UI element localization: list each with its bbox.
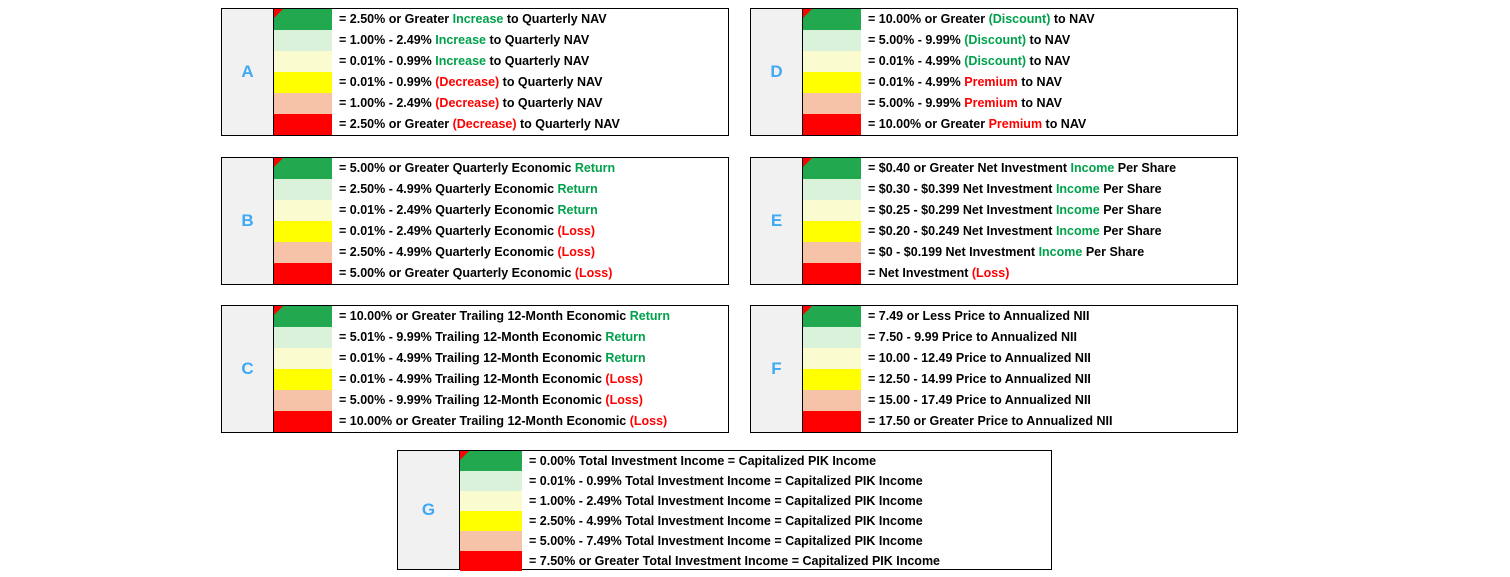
legend-row-label xyxy=(861,179,1162,200)
legend-text-part: Income xyxy=(1055,203,1100,217)
color-swatch-pale-yellow xyxy=(274,348,332,369)
legend-row-label xyxy=(522,531,923,551)
legend-row-label xyxy=(861,158,1176,179)
legend-box-a xyxy=(221,8,729,136)
color-swatch-light-green xyxy=(274,179,332,200)
legend-text-part: Per Share xyxy=(1099,224,1162,238)
legend-row-label xyxy=(861,327,1077,348)
legend-text-part: (Decrease) xyxy=(452,117,517,131)
legend-row xyxy=(803,242,1237,263)
legend-text-part: = 5.00% or Greater Quarterly Economic xyxy=(339,266,575,280)
legend-row xyxy=(803,348,1237,369)
legend-text-part: Per Share xyxy=(1082,245,1145,259)
legend-row xyxy=(274,306,728,327)
legend-row xyxy=(460,551,1051,571)
comment-marker-icon xyxy=(274,158,283,167)
legend-box-b xyxy=(221,157,729,285)
legend-letter-b: B xyxy=(222,158,274,284)
legend-text-part: = 0.01% - 0.99% xyxy=(339,75,436,89)
legend-row-label xyxy=(861,30,1070,51)
legend-text-part: = 7.50% or Greater Total Investment Income = Capitalized PIK Income xyxy=(529,554,941,568)
legend-text-part: to NAV xyxy=(1017,96,1062,110)
legend-text-part: (Loss) xyxy=(605,372,643,386)
comment-marker-icon xyxy=(803,158,812,167)
legend-row-label xyxy=(332,306,670,327)
legend-row-label xyxy=(332,114,620,135)
legend-row-label xyxy=(861,9,1095,30)
legend-row xyxy=(803,306,1237,327)
legend-text-part: Return xyxy=(629,309,670,323)
legend-rows xyxy=(274,306,728,432)
color-swatch-pale-yellow xyxy=(274,51,332,72)
legend-text-part: Increase xyxy=(435,54,486,68)
legend-row-label xyxy=(861,200,1162,221)
legend-text-part: = 5.00% - 7.49% Total Investment Income = Capitalized PIK Income xyxy=(529,534,923,548)
legend-letter-f: F xyxy=(751,306,803,432)
legend-row-label xyxy=(332,200,598,221)
legend-row-label xyxy=(861,114,1086,135)
legend-text-part: = 5.01% - 9.99% Trailing 12-Month Economic xyxy=(339,330,606,344)
color-swatch-yellow xyxy=(274,369,332,390)
legend-row xyxy=(274,9,728,30)
color-swatch-pale-yellow xyxy=(274,200,332,221)
color-swatch-light-green xyxy=(803,30,861,51)
legend-row xyxy=(274,179,728,200)
legend-text-part: to Quarterly NAV xyxy=(485,54,590,68)
legend-row xyxy=(803,369,1237,390)
legend-row-label xyxy=(332,390,643,411)
color-swatch-peach xyxy=(803,390,861,411)
legend-row xyxy=(460,491,1051,511)
color-swatch-red xyxy=(803,263,861,284)
legend-letter-a: A xyxy=(222,9,274,135)
legend-row xyxy=(803,114,1237,135)
legend-row-label xyxy=(861,348,1091,369)
legend-text-part: (Discount) xyxy=(964,33,1027,47)
legend-text-part: = 7.50 - 9.99 Price to Annualized NII xyxy=(868,330,1077,344)
legend-text-part: Return xyxy=(605,330,646,344)
legend-row xyxy=(803,221,1237,242)
legend-row xyxy=(803,263,1237,284)
legend-row xyxy=(460,511,1051,531)
color-swatch-yellow xyxy=(803,369,861,390)
legend-rows xyxy=(803,158,1237,284)
legend-text-part: = 0.00% Total Investment Income = Capitalized PIK Income xyxy=(529,454,877,468)
legend-row xyxy=(803,158,1237,179)
legend-text-part: Return xyxy=(557,182,598,196)
legend-row xyxy=(803,93,1237,114)
color-swatch-light-green xyxy=(274,30,332,51)
legend-row-label xyxy=(332,369,643,390)
comment-marker-icon xyxy=(460,451,469,460)
legend-text-part: (Loss) xyxy=(605,393,643,407)
legend-row-label xyxy=(332,327,646,348)
legend-row-label xyxy=(861,411,1112,432)
legend-row-label xyxy=(332,93,602,114)
legend-text-part: = $0.25 - $0.299 Net Investment xyxy=(868,203,1056,217)
legend-row-label xyxy=(861,221,1162,242)
legend-text-part: Return xyxy=(557,203,598,217)
legend-text-part: = 7.49 or Less Price to Annualized NII xyxy=(868,309,1090,323)
legend-text-part: = 1.00% - 2.49% xyxy=(339,33,436,47)
legend-letter-g: G xyxy=(398,451,460,569)
legend-box-g xyxy=(397,450,1052,570)
legend-rows xyxy=(274,158,728,284)
legend-text-part: to Quarterly NAV xyxy=(485,33,590,47)
legend-text-part: Return xyxy=(574,161,616,175)
legend-text-part: Per Share xyxy=(1099,182,1162,196)
legend-text-part: = 0.01% - 0.99% xyxy=(339,54,436,68)
legend-row-label xyxy=(332,221,595,242)
legend-rows xyxy=(803,9,1237,135)
legend-row xyxy=(803,30,1237,51)
legend-row xyxy=(274,221,728,242)
legend-row xyxy=(274,51,728,72)
color-swatch-red xyxy=(803,114,861,135)
legend-text-part: Income xyxy=(1055,224,1100,238)
color-swatch-yellow xyxy=(460,511,522,531)
color-swatch-peach xyxy=(803,242,861,263)
legend-text-part: = 5.00% - 9.99% xyxy=(868,96,965,110)
color-swatch-yellow xyxy=(803,72,861,93)
color-swatch-dark-green xyxy=(460,451,522,471)
color-swatch-dark-green xyxy=(803,158,861,179)
legend-text-part: (Loss) xyxy=(971,266,1010,280)
legend-row xyxy=(460,531,1051,551)
legend-row-label xyxy=(332,72,602,93)
legend-text-part: to NAV xyxy=(1017,75,1062,89)
legend-text-part: = 0.01% - 0.99% Total Investment Income = Capitalized PIK Income xyxy=(529,474,923,488)
legend-row-label xyxy=(522,471,923,491)
legend-text-part: = 0.01% - 2.49% Quarterly Economic xyxy=(339,203,558,217)
legend-row-label xyxy=(861,369,1091,390)
legend-text-part: = 2.50% - 4.99% Total Investment Income = Capitalized PIK Income xyxy=(529,514,923,528)
legend-text-part: Income xyxy=(1055,182,1100,196)
legend-row-label xyxy=(332,9,607,30)
legend-text-part: Premium xyxy=(964,96,1018,110)
color-swatch-peach xyxy=(274,242,332,263)
legend-row xyxy=(803,411,1237,432)
legend-text-part: = 2.50% - 4.99% Quarterly Economic xyxy=(339,245,558,259)
legend-row xyxy=(274,390,728,411)
color-swatch-dark-green xyxy=(274,306,332,327)
color-swatch-dark-green xyxy=(803,306,861,327)
legend-text-part: (Loss) xyxy=(557,224,595,238)
color-swatch-peach xyxy=(803,93,861,114)
legend-rows xyxy=(274,9,728,135)
legend-row xyxy=(274,348,728,369)
legend-text-part: = Net Investment xyxy=(868,266,972,280)
legend-row-label xyxy=(861,51,1070,72)
legend-row xyxy=(274,93,728,114)
legend-text-part: Income xyxy=(1070,161,1115,175)
legend-text-part: to NAV xyxy=(1026,54,1071,68)
legend-row xyxy=(274,411,728,432)
legend-text-part: Increase xyxy=(452,12,504,26)
legend-text-part: = 10.00 - 12.49 Price to Annualized NII xyxy=(868,351,1091,365)
legend-text-part: = 17.50 or Greater Price to Annualized NII xyxy=(868,414,1113,428)
legend-text-part: = 0.01% - 2.49% Quarterly Economic xyxy=(339,224,558,238)
legend-box-d xyxy=(750,8,1238,136)
legend-text-part: to NAV xyxy=(1026,33,1071,47)
legend-text-part: = 10.00% or Greater xyxy=(868,12,989,26)
color-swatch-yellow xyxy=(274,72,332,93)
legend-row-label xyxy=(332,179,598,200)
legend-text-part: Return xyxy=(605,351,646,365)
legend-row-label xyxy=(861,306,1089,327)
legend-row xyxy=(274,200,728,221)
legend-row xyxy=(803,9,1237,30)
legend-row xyxy=(803,390,1237,411)
legend-text-part: = 0.01% - 4.99% Trailing 12-Month Economic xyxy=(339,351,606,365)
legend-text-part: = 1.00% - 2.49% xyxy=(339,96,436,110)
color-swatch-peach xyxy=(460,531,522,551)
legend-text-part: Income xyxy=(1038,245,1083,259)
legend-row-label xyxy=(861,390,1091,411)
color-swatch-dark-green xyxy=(274,158,332,179)
color-swatch-pale-yellow xyxy=(803,51,861,72)
legend-row xyxy=(803,327,1237,348)
legend-row-label xyxy=(861,242,1144,263)
color-swatch-yellow xyxy=(803,221,861,242)
legend-text-part: = 0.01% - 4.99% Trailing 12-Month Economic xyxy=(339,372,606,386)
legend-row xyxy=(274,72,728,93)
legend-row-label xyxy=(332,242,595,263)
legend-text-part: = 0.01% - 4.99% xyxy=(868,75,965,89)
legend-row-label xyxy=(332,158,615,179)
legend-text-part: Increase xyxy=(435,33,486,47)
legend-text-part: to NAV xyxy=(1050,12,1095,26)
legend-row xyxy=(274,114,728,135)
legend-text-part: = $0.30 - $0.399 Net Investment xyxy=(868,182,1056,196)
comment-marker-icon xyxy=(274,9,283,18)
legend-row xyxy=(274,242,728,263)
legend-row-label xyxy=(861,72,1062,93)
legend-letter-d: D xyxy=(751,9,803,135)
comment-marker-icon xyxy=(803,306,812,315)
legend-text-part: = 1.00% - 2.49% Total Investment Income = Capitalized PIK Income xyxy=(529,494,923,508)
legend-text-part: = 2.50% or Greater xyxy=(339,117,453,131)
legend-text-part: (Loss) xyxy=(574,266,613,280)
color-swatch-red xyxy=(803,411,861,432)
legend-text-part: = 5.00% or Greater Quarterly Economic xyxy=(339,161,575,175)
legend-letter-c: C xyxy=(222,306,274,432)
legend-rows xyxy=(460,451,1051,569)
color-swatch-light-green xyxy=(803,327,861,348)
legend-text-part: (Decrease) xyxy=(435,75,500,89)
color-swatch-dark-green xyxy=(803,9,861,30)
color-swatch-pale-yellow xyxy=(803,348,861,369)
legend-text-part: to NAV xyxy=(1042,117,1087,131)
legend-text-part: = 10.00% or Greater Trailing 12-Month Economic xyxy=(339,309,630,323)
legend-text-part: = 2.50% - 4.99% Quarterly Economic xyxy=(339,182,558,196)
legend-rows xyxy=(803,306,1237,432)
color-swatch-light-green xyxy=(460,471,522,491)
legend-text-part: (Decrease) xyxy=(435,96,500,110)
legend-text-part: = $0 - $0.199 Net Investment xyxy=(868,245,1039,259)
legend-row-label xyxy=(522,491,923,511)
comment-marker-icon xyxy=(274,306,283,315)
legend-text-part: to Quarterly NAV xyxy=(499,75,603,89)
legend-row xyxy=(274,158,728,179)
color-swatch-red xyxy=(274,114,332,135)
color-swatch-red xyxy=(274,411,332,432)
legend-text-part: = 10.00% or Greater xyxy=(868,117,989,131)
color-swatch-yellow xyxy=(274,221,332,242)
legend-box-e xyxy=(750,157,1238,285)
legend-text-part: = 2.50% or Greater xyxy=(339,12,453,26)
legend-text-part: to Quarterly NAV xyxy=(516,117,620,131)
legend-row xyxy=(460,451,1051,471)
color-swatch-light-green xyxy=(274,327,332,348)
legend-text-part: = 10.00% or Greater Trailing 12-Month Economic xyxy=(339,414,630,428)
legend-row xyxy=(460,471,1051,491)
comment-marker-icon xyxy=(803,9,812,18)
legend-row xyxy=(274,263,728,284)
legend-row-label xyxy=(332,30,589,51)
legend-text-part: (Discount) xyxy=(964,54,1027,68)
legend-text-part: (Discount) xyxy=(988,12,1051,26)
legend-row xyxy=(803,200,1237,221)
color-swatch-light-green xyxy=(803,179,861,200)
color-swatch-dark-green xyxy=(274,9,332,30)
legend-text-part: to Quarterly NAV xyxy=(499,96,603,110)
color-swatch-pale-yellow xyxy=(460,491,522,511)
legend-row-label xyxy=(861,263,1009,284)
legend-text-part: Premium xyxy=(988,117,1043,131)
legend-text-part: (Loss) xyxy=(557,245,595,259)
legend-text-part: = 0.01% - 4.99% xyxy=(868,54,965,68)
legend-box-f xyxy=(750,305,1238,433)
legend-text-part: Per Share xyxy=(1099,203,1162,217)
legend-text-part: Per Share xyxy=(1114,161,1177,175)
color-swatch-red xyxy=(274,263,332,284)
legend-row xyxy=(274,327,728,348)
legend-text-part: = 12.50 - 14.99 Price to Annualized NII xyxy=(868,372,1091,386)
legend-row-label xyxy=(332,51,589,72)
legend-text-part: = 5.00% - 9.99% xyxy=(868,33,965,47)
legend-row xyxy=(803,51,1237,72)
color-swatch-pale-yellow xyxy=(803,200,861,221)
color-swatch-peach xyxy=(274,390,332,411)
legend-text-part: = 5.00% - 9.99% Trailing 12-Month Economic xyxy=(339,393,606,407)
legend-row xyxy=(274,369,728,390)
legend-text-part: Premium xyxy=(964,75,1018,89)
legend-box-c xyxy=(221,305,729,433)
legend-row-label xyxy=(861,93,1062,114)
legend-row-label xyxy=(522,451,876,471)
legend-text-part: = $0.40 or Greater Net Investment xyxy=(868,161,1071,175)
legend-row-label xyxy=(522,511,923,531)
legend-row xyxy=(803,72,1237,93)
legend-text-part: = $0.20 - $0.249 Net Investment xyxy=(868,224,1056,238)
legend-text-part: = 15.00 - 17.49 Price to Annualized NII xyxy=(868,393,1091,407)
color-swatch-peach xyxy=(274,93,332,114)
legend-row-label xyxy=(332,263,612,284)
legend-row-label xyxy=(332,411,667,432)
legend-letter-e: E xyxy=(751,158,803,284)
legend-text-part: to Quarterly NAV xyxy=(503,12,607,26)
legend-row xyxy=(274,30,728,51)
legend-row-label xyxy=(522,551,940,571)
color-swatch-red xyxy=(460,551,522,571)
legend-row xyxy=(803,179,1237,200)
legend-text-part: (Loss) xyxy=(629,414,668,428)
legend-row-label xyxy=(332,348,646,369)
